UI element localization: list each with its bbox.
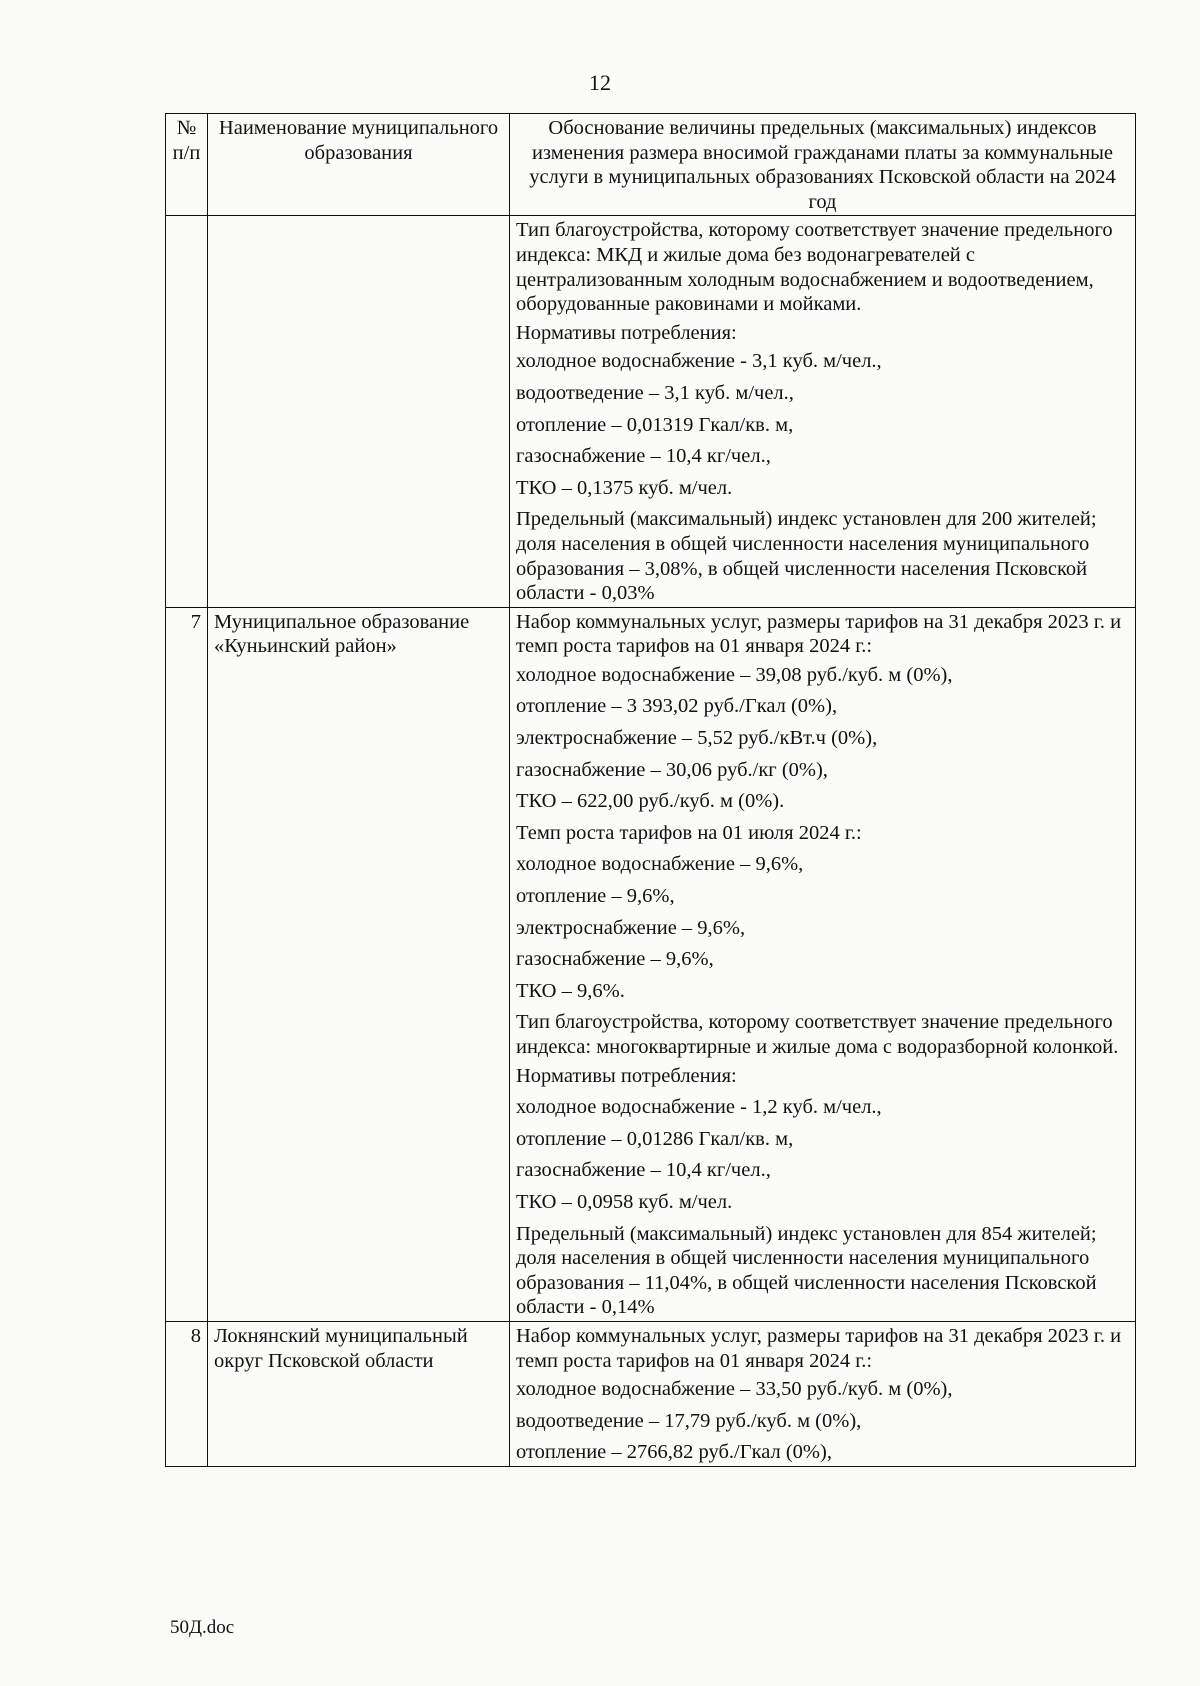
- index-summary: Предельный (максимальный) индекс установлен для 200 жителей; доля населения в общей численности населения муниципального образования – 3,08%, в общей численности населения Псковской области - 0,03%: [516, 508, 1097, 605]
- index-summary: Предельный (максимальный) индекс установлен для 854 жителей; доля населения в общей численности населения муниципального образования – 11,04%, в общей численности населения Псковской области - 0,14%: [516, 1222, 1097, 1319]
- cell-justification: [510, 607, 1136, 1321]
- growth-item: газоснабжение – 9,6%,: [516, 948, 714, 971]
- norm-item: водоотведение – 3,1 куб. м/чел.,: [516, 381, 794, 404]
- tariff-item: ТКО – 622,00 руб./куб. м (0%).: [516, 790, 785, 813]
- growth-title: Темп роста тарифов на 01 июля 2024 г.:: [516, 821, 862, 844]
- tariff-item: электроснабжение – 5,52 руб./кВт.ч (0%),: [516, 727, 878, 750]
- municipality-name: Локнянский муниципальный округ Псковской области: [208, 1321, 510, 1466]
- norms-title: Нормативы потребления:: [516, 321, 737, 344]
- header-justification: Обоснование величины предельных (максимальных) индексов изменения размера вносимой гражданами платы за коммунальные услуги в муниципальных образованиях Псковской области на 2024 год: [510, 114, 1136, 216]
- table-row-continued: [166, 216, 1136, 607]
- growth-item: ТКО – 9,6%.: [516, 979, 625, 1002]
- norm-item: ТКО – 0,1375 куб. м/чел.: [516, 476, 733, 499]
- page-number: 12: [589, 70, 611, 95]
- norms-title: Нормативы потребления:: [516, 1064, 737, 1087]
- tariff-item: водоотведение – 17,79 руб./куб. м (0%),: [516, 1409, 862, 1432]
- cell-num-empty: [166, 216, 208, 607]
- tariff-item: холодное водоснабжение – 39,08 руб./куб. м (0%),: [516, 663, 953, 686]
- municipality-name: Муниципальное образование «Куньинский район»: [208, 607, 510, 1321]
- growth-item: электроснабжение – 9,6%,: [516, 916, 746, 939]
- norm-item: холодное водоснабжение - 3,1 куб. м/чел.,: [516, 350, 882, 373]
- growth-item: холодное водоснабжение – 9,6%,: [516, 853, 804, 876]
- tariff-item: газоснабжение – 30,06 руб./кг (0%),: [516, 758, 828, 781]
- norm-item: холодное водоснабжение - 1,2 куб. м/чел.,: [516, 1096, 882, 1119]
- tariff-index-table: [165, 113, 1136, 1467]
- tariff-item: отопление – 3 393,02 руб./Гкал (0%),: [516, 695, 838, 718]
- tariff-intro: Набор коммунальных услуг, размеры тарифов на 31 декабря 2023 г. и темп роста тарифов на 01 января 2024 г.:: [516, 610, 1122, 658]
- norm-item: газоснабжение – 10,4 кг/чел.,: [516, 445, 771, 468]
- table-header-row: [166, 114, 1136, 216]
- norm-item: отопление – 0,01319 Гкал/кв. м,: [516, 413, 794, 436]
- document-filename: 50Д.doc: [170, 1617, 235, 1638]
- tariff-item: отопление – 2766,82 руб./Гкал (0%),: [516, 1441, 832, 1464]
- row-number: 7: [166, 607, 208, 1321]
- norm-item: ТКО – 0,0958 куб. м/чел.: [516, 1190, 733, 1213]
- cell-justification: [510, 1321, 1136, 1466]
- row-number: 8: [166, 1321, 208, 1466]
- norm-item: газоснабжение – 10,4 кг/чел.,: [516, 1159, 771, 1182]
- improvement-type: Тип благоустройства, которому соответствует значение предельного индекса: многоквартирные и жилые дома с водоразборной колонкой.: [516, 1011, 1119, 1058]
- table-row-8: [166, 1321, 1136, 1466]
- cell-justification: [510, 216, 1136, 607]
- header-name: Наименование муниципального образования: [208, 114, 510, 216]
- growth-item: отопление – 9,6%,: [516, 885, 675, 908]
- norm-item: отопление – 0,01286 Гкал/кв. м,: [516, 1127, 794, 1150]
- cell-name-empty: [208, 216, 510, 607]
- tariff-item: холодное водоснабжение – 33,50 руб./куб. м (0%),: [516, 1378, 953, 1401]
- header-num: № п/п: [166, 114, 208, 216]
- tariff-intro: Набор коммунальных услуг, размеры тарифов на 31 декабря 2023 г. и темп роста тарифов на 01 января 2024 г.:: [516, 1324, 1122, 1372]
- table-row-7: [166, 607, 1136, 1321]
- improvement-type: Тип благоустройства, которому соответствует значение предельного индекса: МКД и жилые дома без водонагревателей с централизованным холодным водоснабжением и водоотведением, оборудованные раковинами и мойками.: [516, 219, 1113, 316]
